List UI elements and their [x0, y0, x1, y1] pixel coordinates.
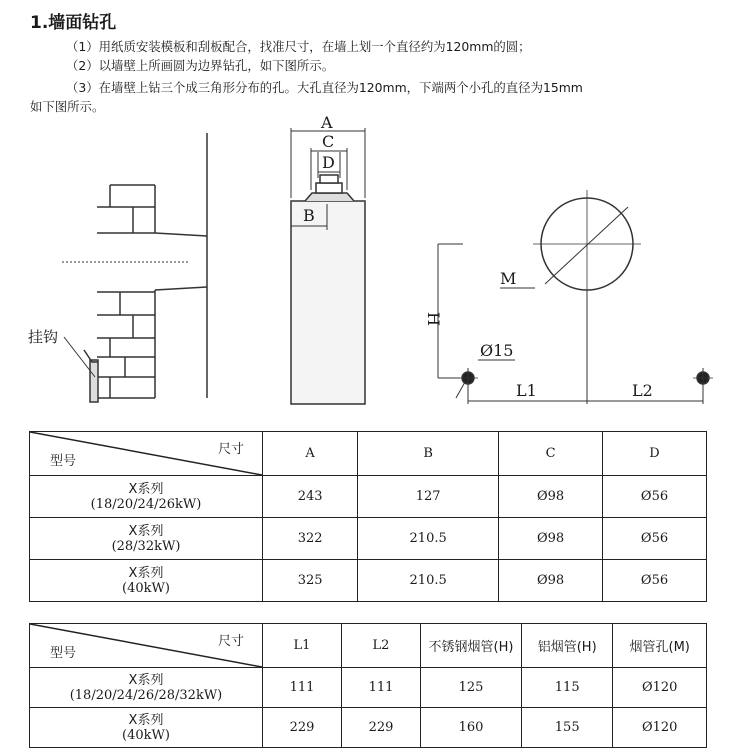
value-cell: Ø120	[613, 668, 707, 708]
wall-section	[97, 133, 207, 398]
table-row	[30, 518, 707, 560]
header-size-label: 尺寸	[217, 442, 244, 457]
value-cell: 125	[421, 668, 522, 708]
hole-pattern	[438, 190, 713, 404]
header-diagonal-cell	[30, 432, 263, 476]
table-row	[30, 476, 707, 518]
dimension-table-1	[29, 431, 707, 602]
column-header: 烟管孔(M)	[613, 624, 707, 668]
value-cell: 210.5	[358, 518, 499, 560]
column-header: L2	[342, 624, 421, 668]
dimension-table-2	[29, 623, 707, 748]
model-cell: X系列 (28/32kW)	[30, 518, 263, 560]
value-cell: Ø98	[499, 560, 603, 602]
value-cell: 229	[263, 708, 342, 748]
column-header: C	[499, 432, 603, 476]
table-row	[30, 560, 707, 602]
table-header-row	[30, 624, 707, 668]
dim-d-label: D	[322, 153, 335, 172]
small-hole-label: Ø15	[480, 341, 514, 360]
value-cell: 322	[263, 518, 358, 560]
value-cell: 325	[263, 560, 358, 602]
dim-h-label: H	[424, 312, 443, 326]
value-cell: Ø56	[603, 518, 707, 560]
value-cell: 111	[342, 668, 421, 708]
value-cell: 210.5	[358, 560, 499, 602]
header-diagonal-cell	[30, 624, 263, 668]
hook-label: 挂钩	[28, 328, 59, 346]
column-header: 铝烟管(H)	[522, 624, 613, 668]
step-2-text: （2）以墙壁上所画圆为边界钻孔，如下图所示。	[66, 58, 335, 73]
model-cell: X系列 (18/20/24/26kW)	[30, 476, 263, 518]
value-cell: 155	[522, 708, 613, 748]
header-model-label: 型号	[50, 454, 77, 469]
value-cell: 160	[421, 708, 522, 748]
value-cell: 229	[342, 708, 421, 748]
column-header: L1	[263, 624, 342, 668]
value-cell: Ø98	[499, 476, 603, 518]
column-header: 不锈钢烟管(H)	[421, 624, 522, 668]
step-3-continuation: 如下图所示。	[30, 99, 105, 114]
value-cell: 111	[263, 668, 342, 708]
dim-l1-label: L1	[516, 381, 537, 400]
dim-c-label: C	[322, 132, 335, 151]
table-header-row	[30, 432, 707, 476]
value-cell: Ø120	[613, 708, 707, 748]
step-1-text: （1）用纸质安装模板和刮板配合，找准尺寸，在墙上划一个直径约为120mm的圆；	[66, 39, 531, 54]
value-cell: Ø56	[603, 560, 707, 602]
table-row	[30, 668, 707, 708]
dim-a-label: A	[321, 113, 333, 132]
column-header: B	[358, 432, 499, 476]
header-size-label: 尺寸	[217, 634, 244, 649]
table-row	[30, 708, 707, 748]
dim-l2-label: L2	[632, 381, 653, 400]
model-cell: X系列 (40kW)	[30, 560, 263, 602]
step-3-text: （3）在墙壁上钻三个成三角形分布的孔。大孔直径为120mm，下端两个小孔的直径为15mm	[66, 80, 583, 95]
column-header: D	[603, 432, 707, 476]
model-cell: X系列 (40kW)	[30, 708, 263, 748]
section-heading: 1.墙面钻孔	[30, 13, 117, 33]
column-header: A	[263, 432, 358, 476]
value-cell: 243	[263, 476, 358, 518]
dim-m-label: M	[500, 269, 517, 288]
value-cell: Ø56	[603, 476, 707, 518]
value-cell: Ø98	[499, 518, 603, 560]
value-cell: 127	[358, 476, 499, 518]
header-model-label: 型号	[50, 646, 77, 661]
value-cell: 115	[522, 668, 613, 708]
dim-b-label: B	[303, 206, 315, 225]
hook-drawing	[64, 337, 98, 402]
model-cell: X系列 (18/20/24/26/28/32kW)	[30, 668, 263, 708]
